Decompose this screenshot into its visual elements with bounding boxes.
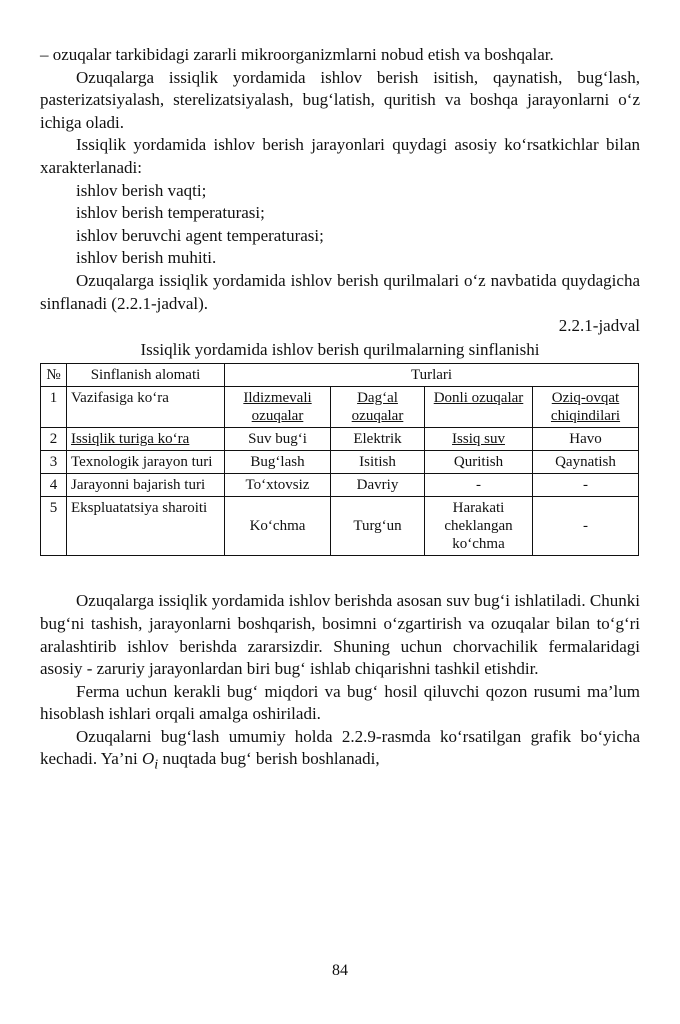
paragraph-2: Ozuqalarga issiqlik yordamida ishlov berish isitish, qaynatish, bug‘lash, pasterizatsiyalash, sterelizatsiyalash, bug‘latish, quritish va boshqa jarayonlarni o‘z ichiga oladi. xyxy=(40,67,640,132)
row-sign: Vazifasiga ko‘ra xyxy=(67,387,225,428)
list-item: ishlov beruvchi agent temperaturasi; xyxy=(76,225,324,245)
table-row xyxy=(41,451,639,474)
row-sign: Ekspluatatsiya sharoiti xyxy=(67,497,225,556)
row-sign: Jarayonni bajarish turi xyxy=(67,474,225,497)
table-cell: Oziq-ovqat chiqindilari xyxy=(533,387,639,428)
page-number: 84 xyxy=(332,962,348,979)
row-sign: Issiqlik turiga ko‘ra xyxy=(67,428,225,451)
table-cell: Issiq suv xyxy=(425,428,533,451)
table-cell: Ko‘chma xyxy=(225,497,331,556)
table-cell: Suv bug‘i xyxy=(225,428,331,451)
table-cell: Elektrik xyxy=(331,428,425,451)
table-cell: Donli ozuqalar xyxy=(425,387,533,428)
table-row xyxy=(41,497,639,556)
book-page xyxy=(40,44,640,776)
paragraph-7-end: nuqtada bug‘ berish boshlanadi, xyxy=(158,749,380,769)
row-number: 1 xyxy=(41,387,67,428)
classification-table xyxy=(40,363,639,556)
table-cell: Bug‘lash xyxy=(225,451,331,474)
table-cell: Quritish xyxy=(425,451,533,474)
paragraph-4: Ozuqalarga issiqlik yordamida ishlov berish qurilmalari o‘z navbatida quydagicha sinflanadi (2.2.1-jadval). xyxy=(40,270,640,313)
table-row xyxy=(41,474,639,497)
table-cell: Isitish xyxy=(331,451,425,474)
paragraph-5: Ozuqalarga issiqlik yordamida ishlov berishda asosan suv bug‘i ishlatiladi. Chunki bug‘ni tashish, jarayonlarni boshqarish, bosimni o‘zgartirish va ozuqalar bilan to‘g‘ri aralashtirib ishlov berishda zararsizdir. Shuning uchun chorvachilik fermalaridagi asosiy - zaruriy jarayonlardan biri bug‘ ishlab chiqarishni tashkil etishdir. xyxy=(40,591,640,679)
table-cell: Ildizmevali ozuqalar xyxy=(225,387,331,428)
row-sign: Texnologik jarayon turi xyxy=(67,451,225,474)
paragraph-1: – ozuqalar tarkibidagi zararli mikroorganizmlarni nobud etish va boshqalar. xyxy=(40,45,554,64)
paragraph-6: Ferma uchun kerakli bug‘ miqdori va bug‘ hosil qiluvchi qozon rusumi ma’lum hisoblash ishlari orqali amalga oshiriladi. xyxy=(40,681,640,724)
table-cell: Qaynatish xyxy=(533,451,639,474)
point-variable: O xyxy=(141,749,155,769)
paragraph-3: Issiqlik yordamida ishlov berish jarayonlari quydagi asosiy ko‘rsatkichlar bilan xarakterlanadi: xyxy=(40,135,640,177)
row-number: 5 xyxy=(41,497,67,556)
table-number: 2.2.1-jadval xyxy=(558,316,640,336)
table-cell: Havo xyxy=(533,428,639,451)
table-row xyxy=(41,387,639,428)
row-number: 4 xyxy=(41,474,67,497)
table-cell: Turg‘un xyxy=(331,497,425,556)
row-number: 2 xyxy=(41,428,67,451)
paragraph-7 xyxy=(40,726,640,777)
table-header-row xyxy=(41,364,639,387)
table-cell: To‘xtovsiz xyxy=(225,474,331,497)
header-sign: Sinflanish alomati xyxy=(67,364,225,387)
table-cell: Dag‘al ozuqalar xyxy=(331,387,425,428)
list-item: ishlov berish temperaturasi; xyxy=(76,203,265,223)
point-subscript: i xyxy=(154,756,159,773)
table-cell: - xyxy=(425,474,533,497)
header-number: № xyxy=(41,364,67,387)
list-item: ishlov berish muhiti. xyxy=(76,248,217,268)
table-row xyxy=(41,428,639,451)
table-cell: - xyxy=(533,497,639,556)
table-cell: - xyxy=(533,474,639,497)
row-number: 3 xyxy=(41,451,67,474)
header-types: Turlari xyxy=(225,364,639,387)
paragraph-7-start: Ozuqalarni bug‘lash umumiy holda 2.2.9-rasmda ko‘rsatilgan grafik bo‘yicha kechadi. Ya’ni xyxy=(40,726,640,769)
list-item: ishlov berish vaqti; xyxy=(76,180,207,200)
table-cell: Harakati cheklangan ko‘chma xyxy=(425,497,533,556)
table-cell: Davriy xyxy=(331,474,425,497)
table-caption: Issiqlik yordamida ishlov berish qurilmalarning sinflanishi xyxy=(140,339,540,359)
